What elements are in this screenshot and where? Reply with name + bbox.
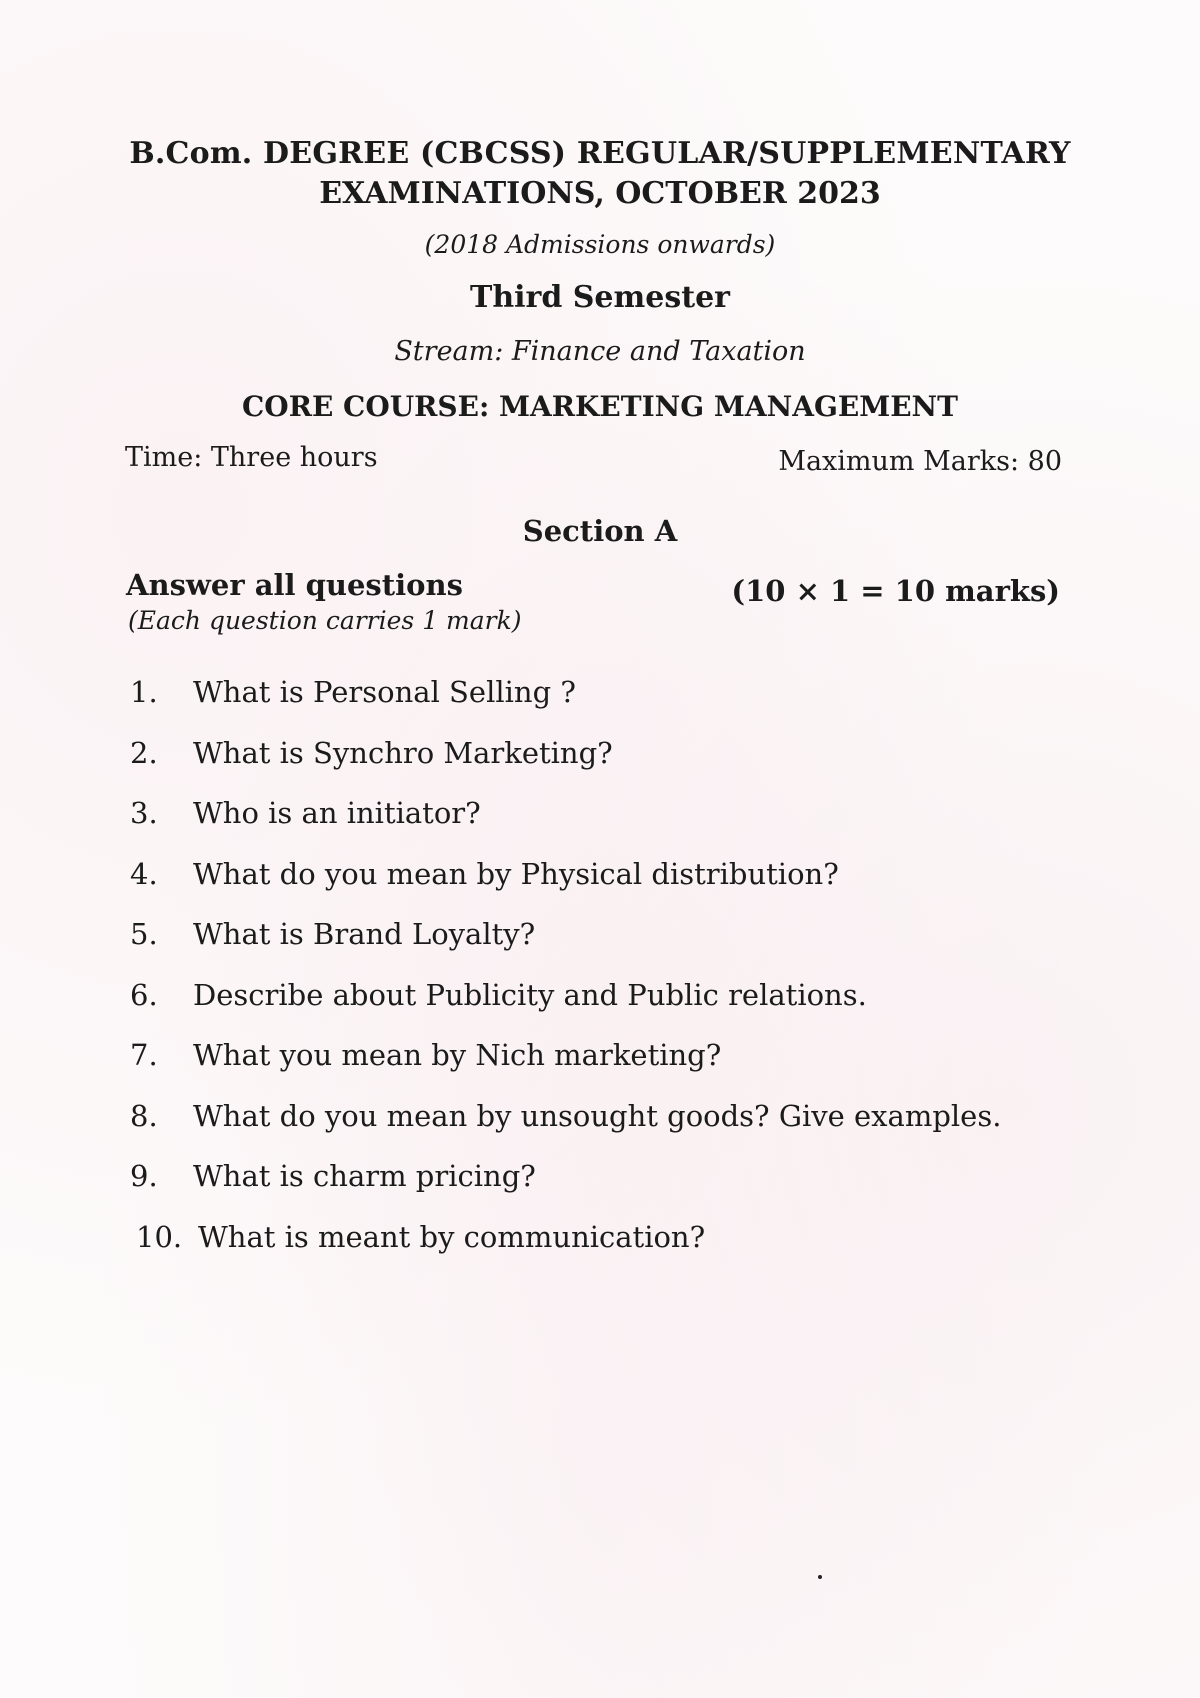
question-text: What is charm pricing? (193, 1159, 536, 1193)
question-number: 10. (136, 1219, 183, 1254)
question-item (130, 917, 1130, 978)
question-text: What you mean by Nich marketing? (193, 1038, 722, 1072)
question-item (130, 1038, 1130, 1099)
question-text: What is meant by communication? (198, 1219, 706, 1254)
question-text: Who is an initiator? (193, 796, 481, 830)
exam-duration: Time: Three hours (125, 442, 378, 473)
question-item (130, 978, 1130, 1039)
question-text: What do you mean by Physical distribution? (193, 856, 839, 891)
admissions-note: (2018 Admissions onwards) (424, 230, 776, 259)
question-number: 3. (130, 796, 158, 830)
question-number: 4. (130, 856, 158, 891)
question-text: What is Synchro Marketing? (193, 735, 613, 770)
exam-title-line-2: EXAMINATIONS, OCTOBER 2023 (319, 176, 881, 211)
question-text: What is Brand Loyalty? (193, 917, 536, 951)
question-number: 8. (130, 1098, 158, 1133)
paper-speck (818, 1575, 822, 1579)
question-item (130, 796, 1130, 857)
section-sub-instruction: (Each question carries 1 mark) (128, 606, 522, 635)
question-item (130, 736, 1130, 797)
question-item (130, 1159, 1130, 1220)
semester-heading: Third Semester (470, 280, 730, 315)
question-item (130, 857, 1130, 918)
maximum-marks: Maximum Marks: 80 (778, 446, 1062, 477)
question-item (130, 675, 1130, 736)
section-title: Section A (522, 514, 678, 548)
marks-formula: (10 × 1 = 10 marks) (731, 574, 1060, 608)
question-number: 6. (130, 977, 158, 1012)
question-list (130, 675, 1130, 1280)
question-text: Describe about Publicity and Public relations. (193, 977, 867, 1012)
question-text: What do you mean by unsought goods? Give examples. (193, 1098, 1002, 1133)
section-instruction: Answer all questions (126, 568, 463, 602)
question-item (130, 1099, 1130, 1160)
question-number: 1. (130, 675, 158, 709)
course-title: CORE COURSE: MARKETING MANAGEMENT (242, 390, 958, 423)
question-number: 2. (130, 735, 158, 770)
exam-title-line-1: B.Com. DEGREE (CBCSS) REGULAR/SUPPLEMENTARY (129, 136, 1071, 171)
question-number: 5. (130, 917, 158, 951)
question-text: What is Personal Selling ? (193, 675, 576, 709)
question-item (130, 1220, 1130, 1281)
stream-line: Stream: Finance and Taxation (394, 336, 806, 367)
question-number: 9. (130, 1159, 158, 1193)
question-number: 7. (130, 1038, 158, 1072)
